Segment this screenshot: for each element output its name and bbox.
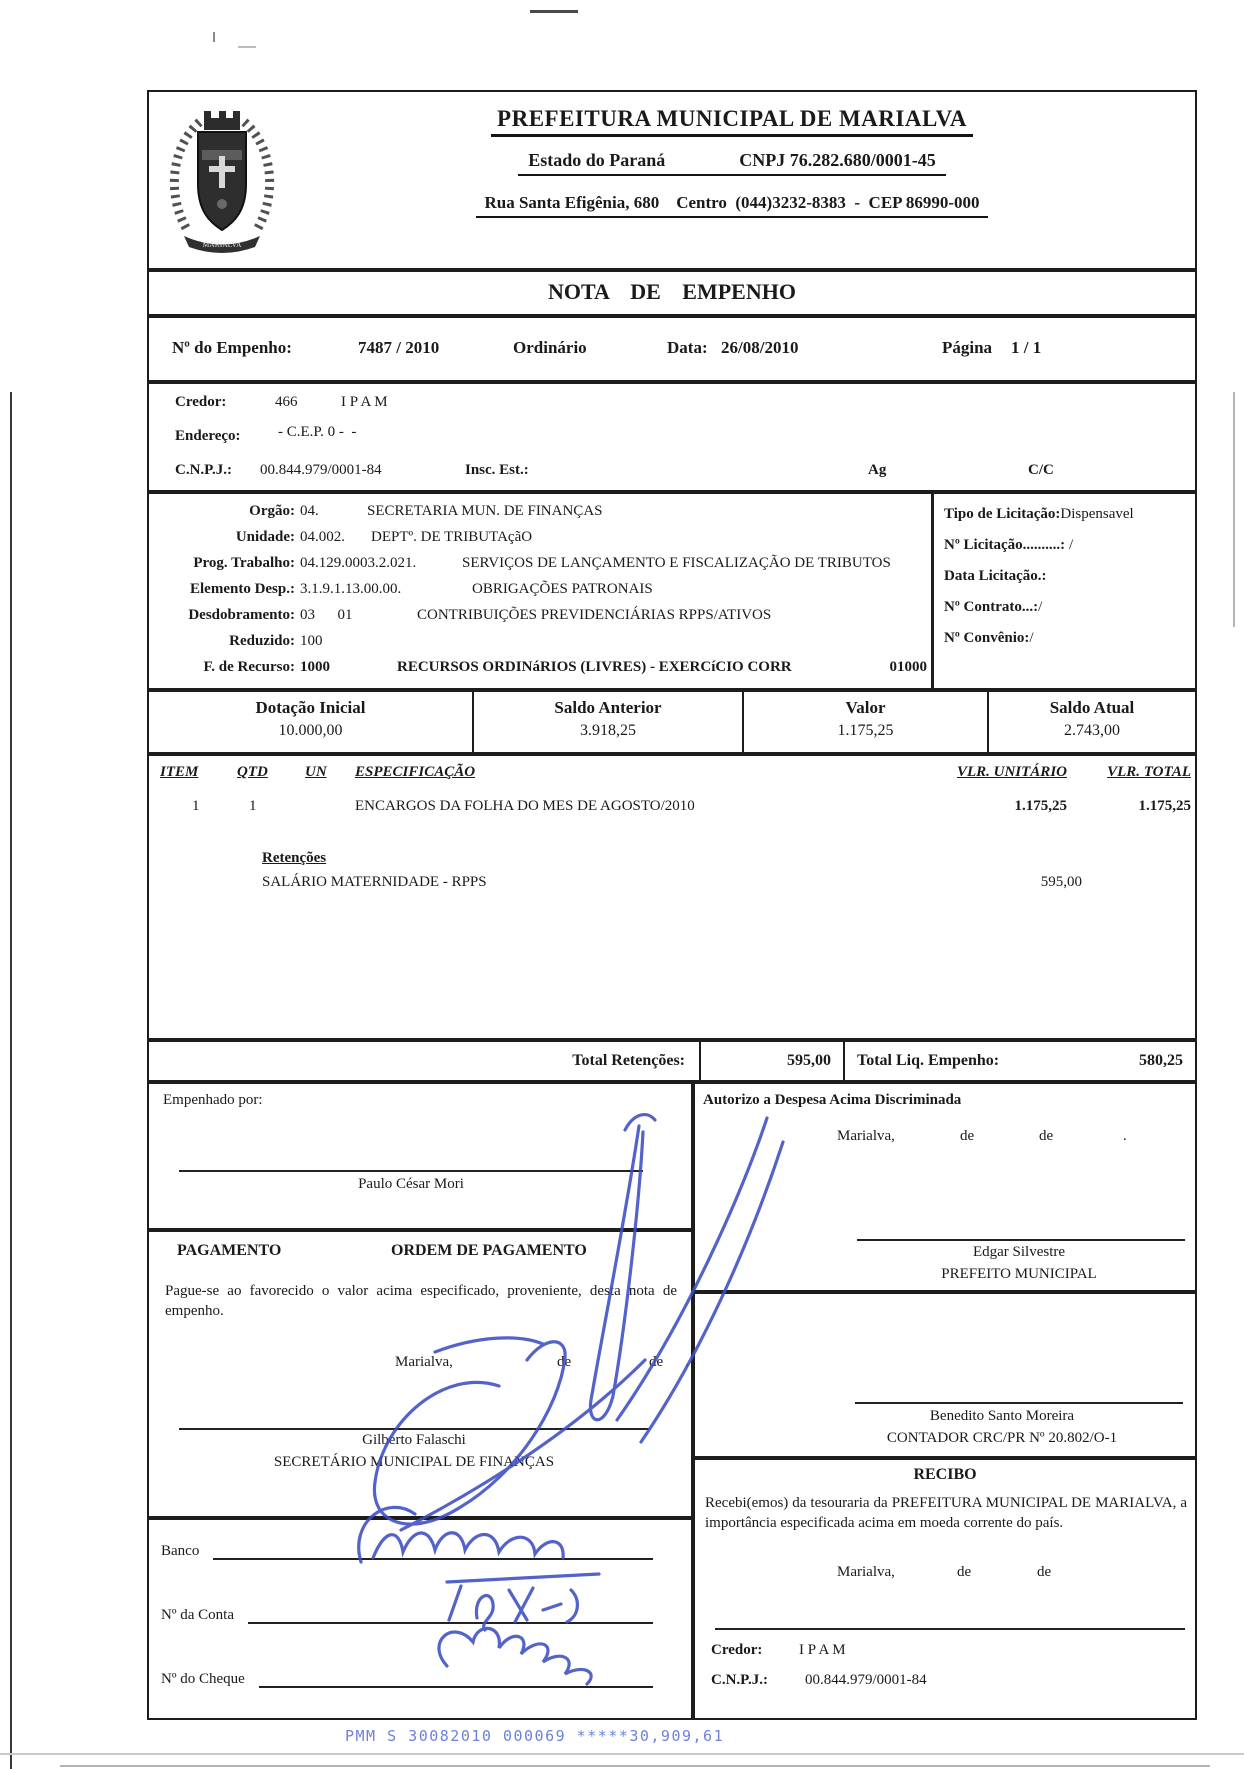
empenho-number: 7487 / 2010	[358, 338, 440, 357]
cheque-fill-line	[259, 1670, 653, 1688]
summary-row	[147, 690, 1197, 754]
saldo-atual-label: Saldo Atual	[1049, 698, 1135, 717]
elemento-label: Elemento Desp.:	[190, 581, 295, 597]
total-liquido-label: Total Liq. Empenho:	[857, 1052, 1000, 1069]
contador-box	[693, 1292, 1197, 1458]
autorizo-date-city: Marialva,	[837, 1128, 895, 1144]
recibo-title: RECIBO	[913, 1466, 977, 1483]
document-title: NOTA DE EMPENHO	[548, 279, 796, 304]
cc-label: C/C	[1028, 462, 1054, 478]
total-liquido-value: 580,25	[1139, 1052, 1183, 1069]
recurso-extra-code: 01000	[889, 659, 927, 675]
reduzido-label: Reduzido:	[229, 633, 295, 649]
saldo-anterior-cell	[472, 692, 742, 752]
prefeito-name: Edgar Silvestre	[972, 1244, 1066, 1260]
recibo-date-city: Marialva,	[837, 1564, 895, 1580]
cnpj-label: CNPJ 76.282.680/0001-45	[739, 150, 936, 170]
recurso-desc: RECURSOS ORDINáRIOS (LIVRES) - EXERCíCIO CORR	[397, 659, 792, 675]
desdobramento-desc: CONTRIBUIÇÕES PREVIDENCIÁRIAS RPPS/ATIVOS	[417, 607, 772, 623]
items-table	[147, 754, 1197, 1040]
credor-cnpj: 00.844.979/0001-84	[260, 462, 382, 478]
ag-label: Ag	[868, 462, 887, 478]
valor-label: Valor	[845, 698, 886, 717]
budget-left-panel	[149, 494, 933, 688]
banco-fill-line	[213, 1542, 653, 1560]
dotacao-inicial-label: Dotação Inicial	[255, 698, 366, 717]
recibo-credor-value: I P A M	[799, 1642, 846, 1658]
pen-mark	[213, 32, 215, 42]
recurso-code: 1000	[300, 659, 330, 675]
address-line: Rua Santa Efigênia, 680 Centro (044)3232-8383 - CEP 86990-000	[476, 193, 987, 218]
orgao-code: 04.	[300, 503, 319, 519]
empenho-type: Ordinário	[513, 338, 587, 357]
empenhado-label: Empenhado por:	[163, 1092, 263, 1108]
elemento-desc: OBRIGAÇÕES PATRONAIS	[472, 581, 653, 597]
tipo-licitacao-value: Dispensavel	[1060, 506, 1134, 522]
orgao-desc: SECRETARIA MUN. DE FINANÇAS	[367, 503, 603, 519]
recibo-cnpj-label: C.N.P.J.:	[711, 1672, 768, 1688]
page-number-label: Página	[942, 338, 993, 357]
conta-label: Nº da Conta	[161, 1607, 234, 1623]
recurso-label: F. de Recurso:	[203, 659, 295, 675]
recibo-credor-label: Credor:	[711, 1642, 763, 1658]
credor-cnpj-label: C.N.P.J.:	[175, 462, 232, 478]
budget-row-elemento	[149, 581, 933, 607]
prog-trabalho-desc: SERVIÇOS DE LANÇAMENTO E FISCALIZAÇÃO DE TRIBUTOS	[462, 555, 891, 571]
budget-row-recurso	[149, 659, 933, 685]
prefeito-signature-line	[857, 1239, 1185, 1241]
retencao-value: 595,00	[1040, 874, 1082, 890]
mural-crown	[204, 111, 240, 130]
saldo-anterior-value: 3.918,25	[580, 722, 636, 739]
num-licitacao-value: /	[1065, 537, 1074, 553]
budget-box	[147, 492, 1197, 690]
item-qtd: 1	[249, 798, 257, 814]
num-licitacao-label: Nº Licitação..........:	[944, 537, 1066, 553]
empenhado-box	[147, 1082, 693, 1230]
endereco-value: - C.E.P. 0 - -	[278, 424, 357, 440]
recibo-date-de2: de	[1037, 1564, 1052, 1580]
recibo-text: Recebi(emos) da tesouraria da PREFEITURA MUNICIPAL DE MARIALVA, a importância especificada acima em moeda corrente do país.	[705, 1495, 1187, 1531]
contrato-value: /	[1038, 599, 1043, 615]
pagamento-date-period: .	[685, 1354, 689, 1370]
budget-row-reduzido	[149, 633, 933, 659]
page-number: 1 / 1	[1011, 338, 1042, 357]
cheque-label: Nº do Cheque	[161, 1671, 245, 1687]
coat-of-arms	[162, 100, 282, 256]
contador-name: Benedito Santo Moreira	[929, 1408, 1075, 1424]
retencoes-title: Retenções	[262, 850, 327, 866]
empenho-number-label: Nº do Empenho:	[172, 338, 292, 357]
conta-row	[161, 1606, 691, 1624]
pagamento-title: PAGAMENTO	[177, 1242, 282, 1259]
tipo-licitacao-row	[944, 506, 1195, 523]
col-header-un: UN	[305, 764, 327, 780]
cheque-row	[161, 1670, 691, 1688]
data-licitacao-row	[944, 568, 1195, 585]
total-liquido-cell	[845, 1052, 1195, 1070]
scan-edge-left	[10, 392, 12, 1769]
recibo-box	[693, 1458, 1197, 1720]
item-vlr-unitario: 1.175,25	[1014, 798, 1067, 814]
pagamento-date-de1: de	[557, 1354, 572, 1370]
banco-label: Banco	[161, 1543, 200, 1559]
col-header-vlr-total: VLR. TOTAL	[1107, 764, 1191, 780]
autorizo-date-period: .	[1123, 1128, 1127, 1144]
pagamento-date-de2: de	[649, 1354, 664, 1370]
totals-row	[147, 1040, 1197, 1082]
budget-row-prog-trabalho	[149, 555, 933, 581]
elemento-code: 3.1.9.1.13.00.00.	[300, 581, 402, 597]
total-retencoes-label: Total Retenções:	[572, 1052, 685, 1069]
document-page	[147, 90, 1197, 1720]
retencao-desc: SALÁRIO MATERNIDADE - RPPS	[262, 874, 487, 890]
banner-text: MARIALVA	[202, 240, 242, 249]
contrato-row	[944, 599, 1195, 616]
credor-label: Credor:	[175, 394, 227, 410]
item-especificacao: ENCARGOS DA FOLHA DO MES DE AGOSTO/2010	[355, 798, 695, 814]
prog-trabalho-code: 04.129.0003.2.021.	[300, 555, 417, 571]
header-text	[299, 106, 1165, 218]
item-number: 1	[192, 798, 200, 814]
prefeito-title: PREFEITO MUNICIPAL	[941, 1266, 1097, 1282]
convenio-label: Nº Convênio:	[944, 630, 1030, 646]
saldo-anterior-label: Saldo Anterior	[554, 698, 662, 717]
num-licitacao-row	[944, 537, 1195, 554]
valor-value: 1.175,25	[837, 722, 894, 739]
desdobramento-label: Desdobramento:	[188, 607, 295, 623]
col-header-especificacao: ESPECIFICAÇÃO	[355, 764, 476, 780]
insc-est-label: Insc. Est.:	[465, 462, 529, 478]
autorizo-date-de1: de	[960, 1128, 975, 1144]
secretario-title: SECRETÁRIO MUNICIPAL DE FINANÇAS	[273, 1454, 555, 1470]
unidade-desc: DEPTº. DE TRIBUTAçãO	[371, 529, 533, 545]
document-title-band	[147, 270, 1197, 316]
col-header-vlr-unitario: VLR. UNITÁRIO	[956, 764, 1067, 780]
contador-signature-line	[855, 1402, 1183, 1404]
banco-row	[161, 1542, 691, 1560]
budget-row-unidade	[149, 529, 933, 555]
endereco-label: Endereço:	[175, 428, 241, 444]
conta-fill-line	[248, 1606, 653, 1624]
shield-cross-horizontal	[209, 166, 235, 172]
unidade-label: Unidade:	[235, 529, 295, 545]
cnpj-row	[149, 462, 1195, 484]
pen-dots	[238, 46, 256, 48]
header-box	[147, 90, 1197, 270]
licitacao-panel	[931, 494, 1195, 688]
total-retencoes-value: 595,00	[699, 1042, 845, 1080]
empenho-date-label: Data:	[667, 338, 708, 357]
contrato-label: Nº Contrato...:	[944, 599, 1039, 615]
credor-code: 466	[275, 394, 298, 410]
dotacao-inicial-cell	[149, 692, 472, 752]
item-vlr-total: 1.175,25	[1138, 798, 1191, 814]
contador-title: CONTADOR CRC/PR Nº 20.802/O-1	[886, 1430, 1118, 1446]
reduzido-code: 100	[300, 633, 323, 649]
empenhado-name: Paulo César Mori	[358, 1176, 464, 1192]
col-header-qtd: QTD	[237, 764, 268, 780]
pagamento-box	[147, 1230, 693, 1518]
bank-validation-stamp: PMM S 30082010 000069 *****30,909,61	[345, 1727, 725, 1745]
desdobramento-code: 03 01	[300, 607, 353, 623]
credor-row	[149, 394, 1195, 416]
empenhado-signature-line	[179, 1170, 643, 1172]
unidade-code: 04.002.	[300, 529, 345, 545]
pagamento-date-city: Marialva,	[395, 1354, 453, 1370]
state-cnpj-line	[518, 150, 946, 176]
autorizo-date-de2: de	[1039, 1128, 1054, 1144]
state-label: Estado do Paraná	[528, 150, 666, 170]
recibo-signature-line	[715, 1628, 1185, 1630]
autorizo-box	[693, 1082, 1197, 1292]
col-header-item: ITEM	[160, 764, 199, 780]
convenio-row	[944, 630, 1195, 647]
empenho-date: 26/08/2010	[721, 338, 799, 357]
dotacao-inicial-value: 10.000,00	[278, 722, 343, 739]
orgao-label: Orgão:	[249, 503, 295, 519]
convenio-value: /	[1029, 630, 1034, 646]
data-licitacao-label: Data Licitação.:	[944, 568, 1047, 584]
scan-bottom-band-2	[60, 1765, 1210, 1767]
budget-row-desdobramento	[149, 607, 933, 633]
pagamento-text: Pague-se ao favorecido o valor acima especificado, proveniente, desta nota de empenho.	[165, 1283, 677, 1319]
budget-row-orgao	[149, 503, 933, 529]
bank-box	[147, 1518, 693, 1720]
credor-name: I P A M	[341, 394, 388, 410]
scan-edge-right	[1233, 392, 1235, 627]
endereco-row	[149, 424, 1195, 450]
secretario-name: Gilberto Falaschi	[362, 1432, 466, 1448]
credor-box	[147, 382, 1197, 492]
tipo-licitacao-label: Tipo de Licitação:	[944, 506, 1061, 522]
recibo-cnpj-value: 00.844.979/0001-84	[805, 1672, 927, 1688]
saldo-atual-cell	[987, 692, 1195, 752]
saldo-atual-value: 2.743,00	[1064, 722, 1120, 739]
autorizo-title: Autorizo a Despesa Acima Discriminada	[703, 1092, 962, 1108]
scan-edge-top	[530, 10, 578, 13]
prog-trabalho-label: Prog. Trabalho:	[193, 555, 295, 571]
empenho-row	[147, 316, 1197, 382]
scan-bottom-band	[0, 1753, 1244, 1755]
ordem-pagamento-title: ORDEM DE PAGAMENTO	[391, 1242, 587, 1259]
valor-cell	[742, 692, 987, 752]
municipality-title: PREFEITURA MUNICIPAL DE MARIALVA	[491, 106, 973, 137]
secretario-signature-line	[179, 1428, 649, 1430]
recibo-date-de1: de	[957, 1564, 972, 1580]
